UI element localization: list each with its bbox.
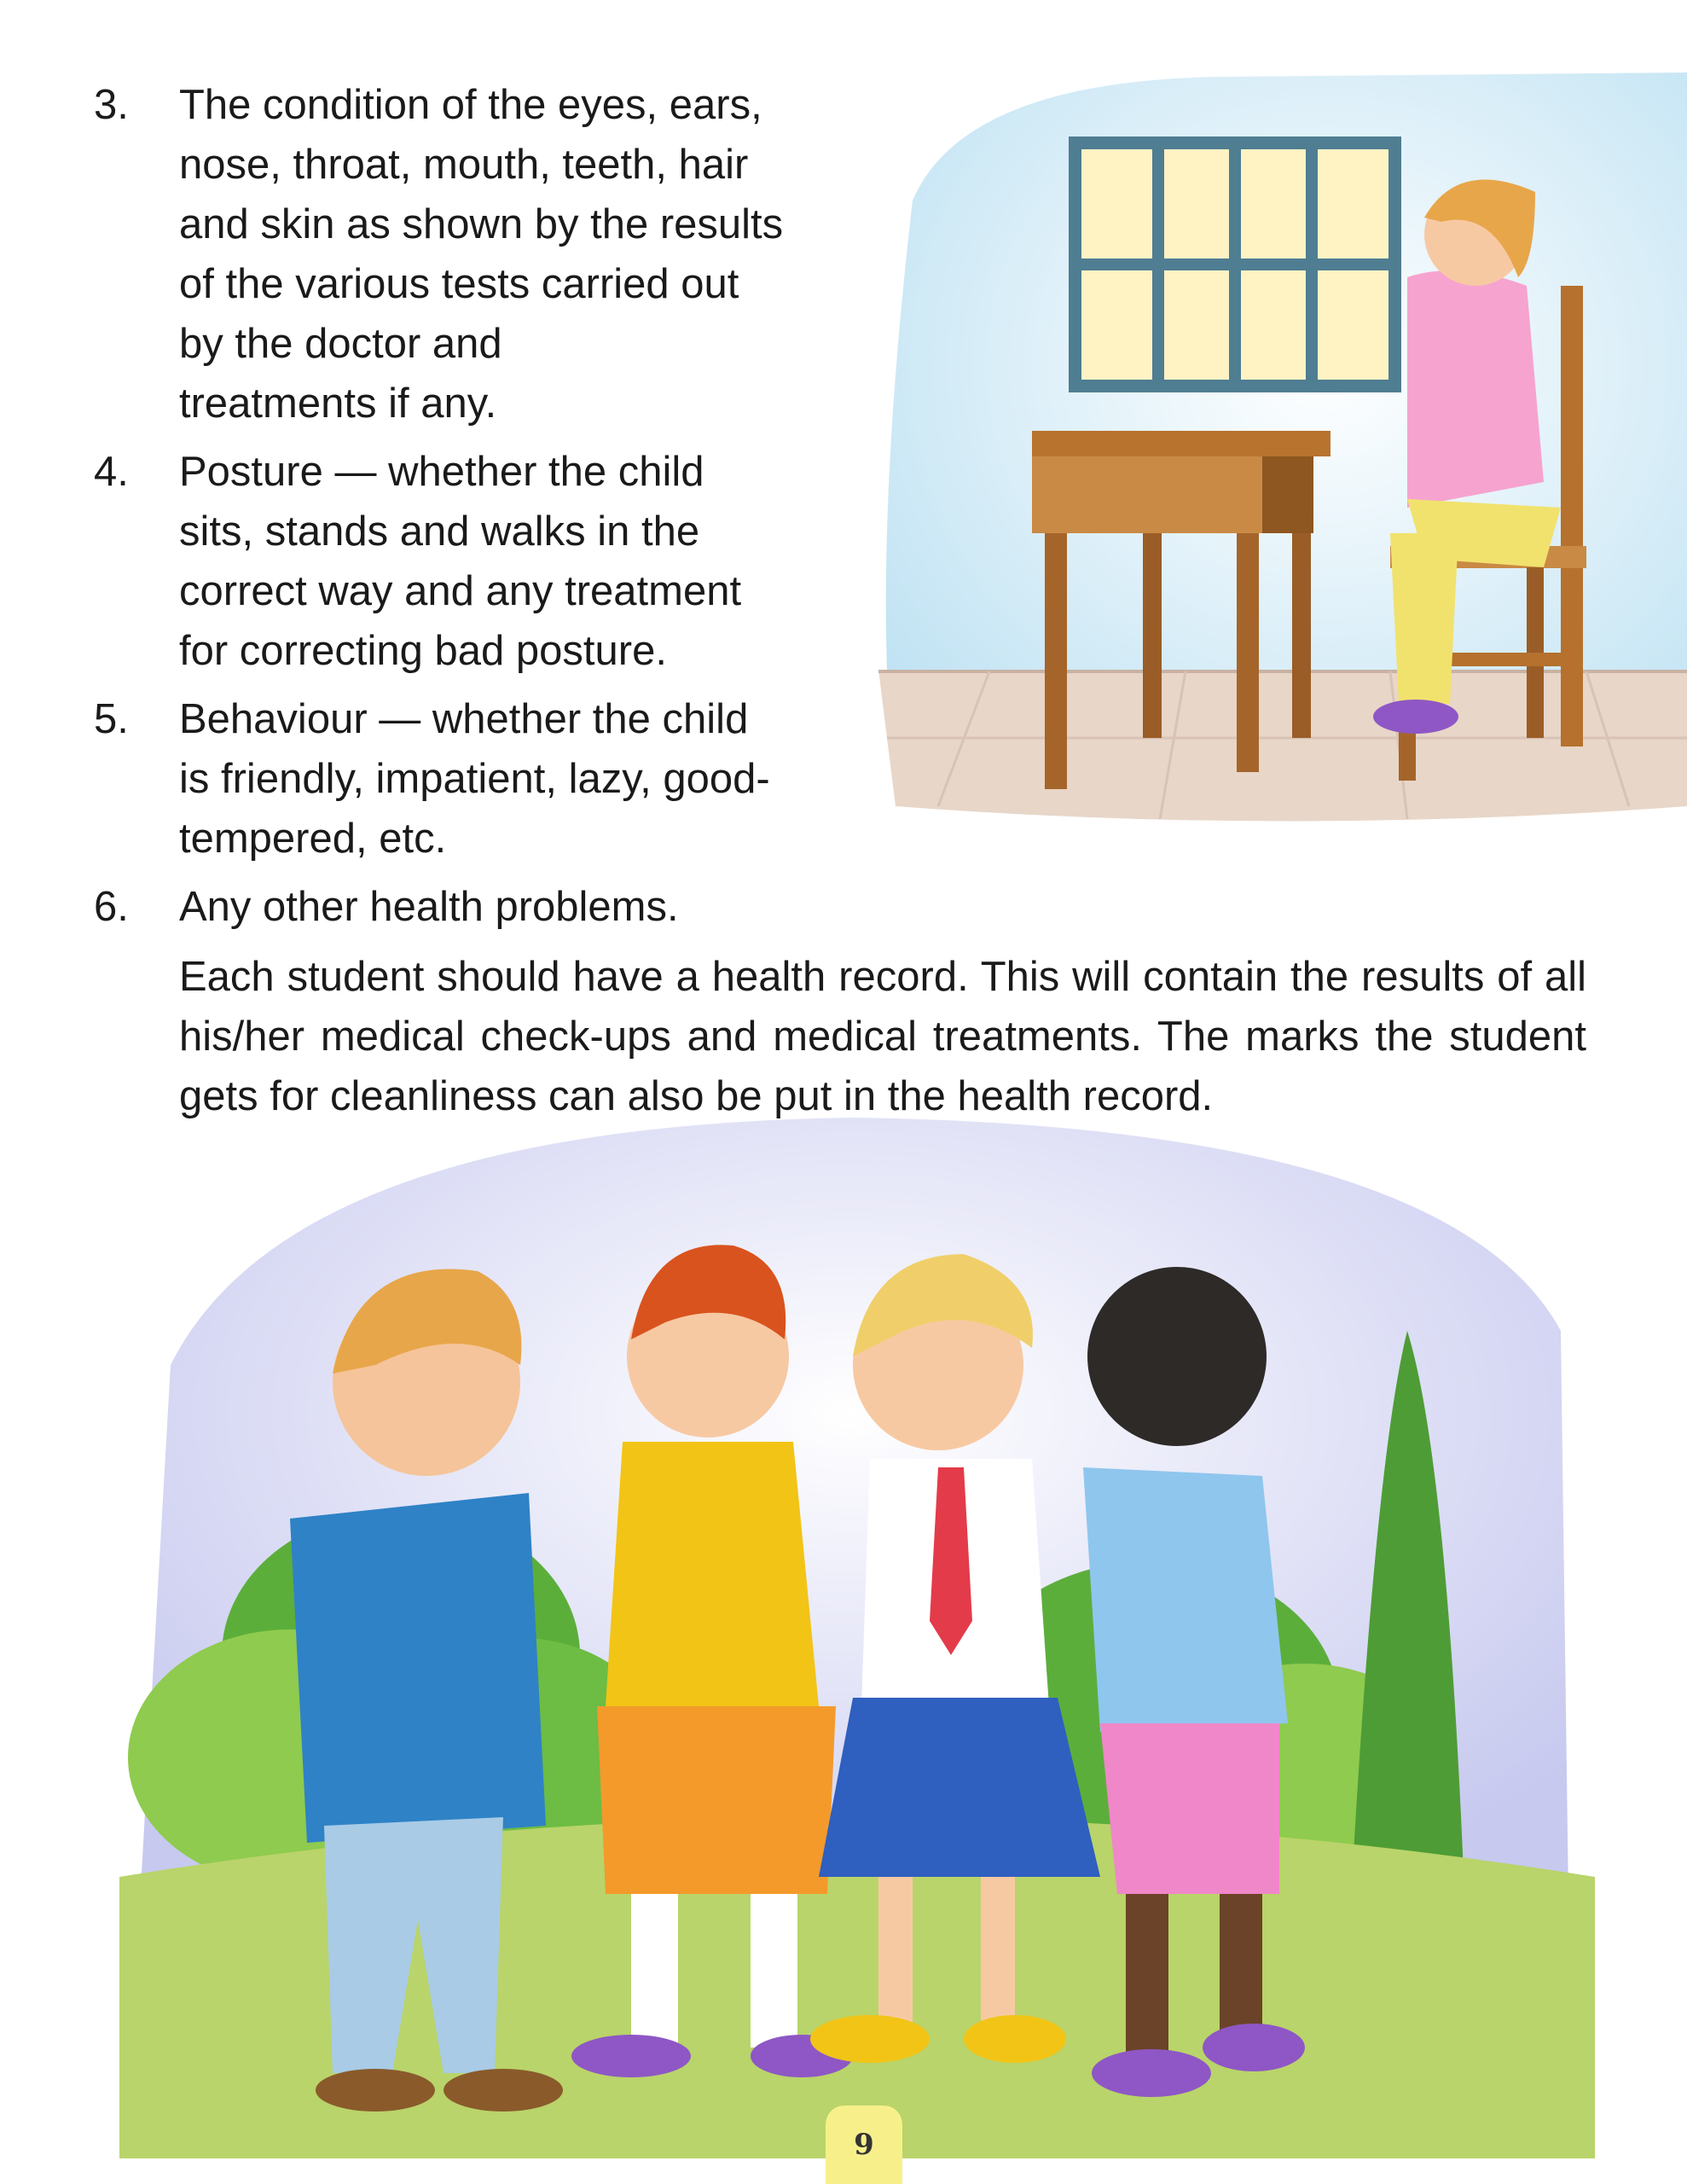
children-group-illustration bbox=[119, 1109, 1595, 2158]
list-number: 5. bbox=[94, 696, 129, 742]
list-item-3 bbox=[94, 75, 861, 433]
list-text bbox=[179, 877, 861, 937]
list-number: 6. bbox=[94, 884, 129, 930]
list-line: and skin as shown by the results bbox=[179, 201, 784, 247]
list-item-4 bbox=[94, 442, 861, 681]
list-text bbox=[179, 75, 861, 433]
list-line: treatments if any. bbox=[179, 380, 497, 427]
list-line: for correcting bad posture. bbox=[179, 628, 667, 674]
list-line: correct way and any treatment bbox=[179, 568, 742, 614]
list-text bbox=[179, 442, 861, 681]
sitting-posture-illustration bbox=[861, 55, 1687, 823]
list-line: The condition of the eyes, ears, bbox=[179, 82, 762, 128]
list-line: is friendly, impatient, lazy, good- bbox=[179, 756, 770, 802]
page-number: 9 bbox=[826, 2106, 902, 2184]
list-number: 3. bbox=[94, 82, 129, 128]
list-line: nose, throat, mouth, teeth, hair bbox=[179, 142, 749, 188]
list-line: Behaviour — whether the child bbox=[179, 696, 749, 742]
list-line: sits, stands and walks in the bbox=[179, 508, 700, 555]
list-text bbox=[179, 689, 861, 868]
list-line: tempered, etc. bbox=[179, 816, 447, 862]
list-line: by the doctor and bbox=[179, 321, 502, 367]
list-line: of the various tests carried out bbox=[179, 261, 739, 307]
list-line: Posture — whether the child bbox=[179, 449, 704, 495]
list-line: Any other health problems. bbox=[179, 884, 679, 930]
list-item-6 bbox=[94, 877, 861, 937]
list-number: 4. bbox=[94, 449, 129, 495]
numbered-list bbox=[94, 75, 861, 945]
list-item-5 bbox=[94, 689, 861, 868]
window-icon bbox=[1069, 136, 1401, 392]
health-record-paragraph: Each student should have a health record. This will contain the results of all his/her medical check-ups and medical treatments. The marks the student gets for cleanliness can also be put in the health record. bbox=[179, 954, 1586, 1119]
